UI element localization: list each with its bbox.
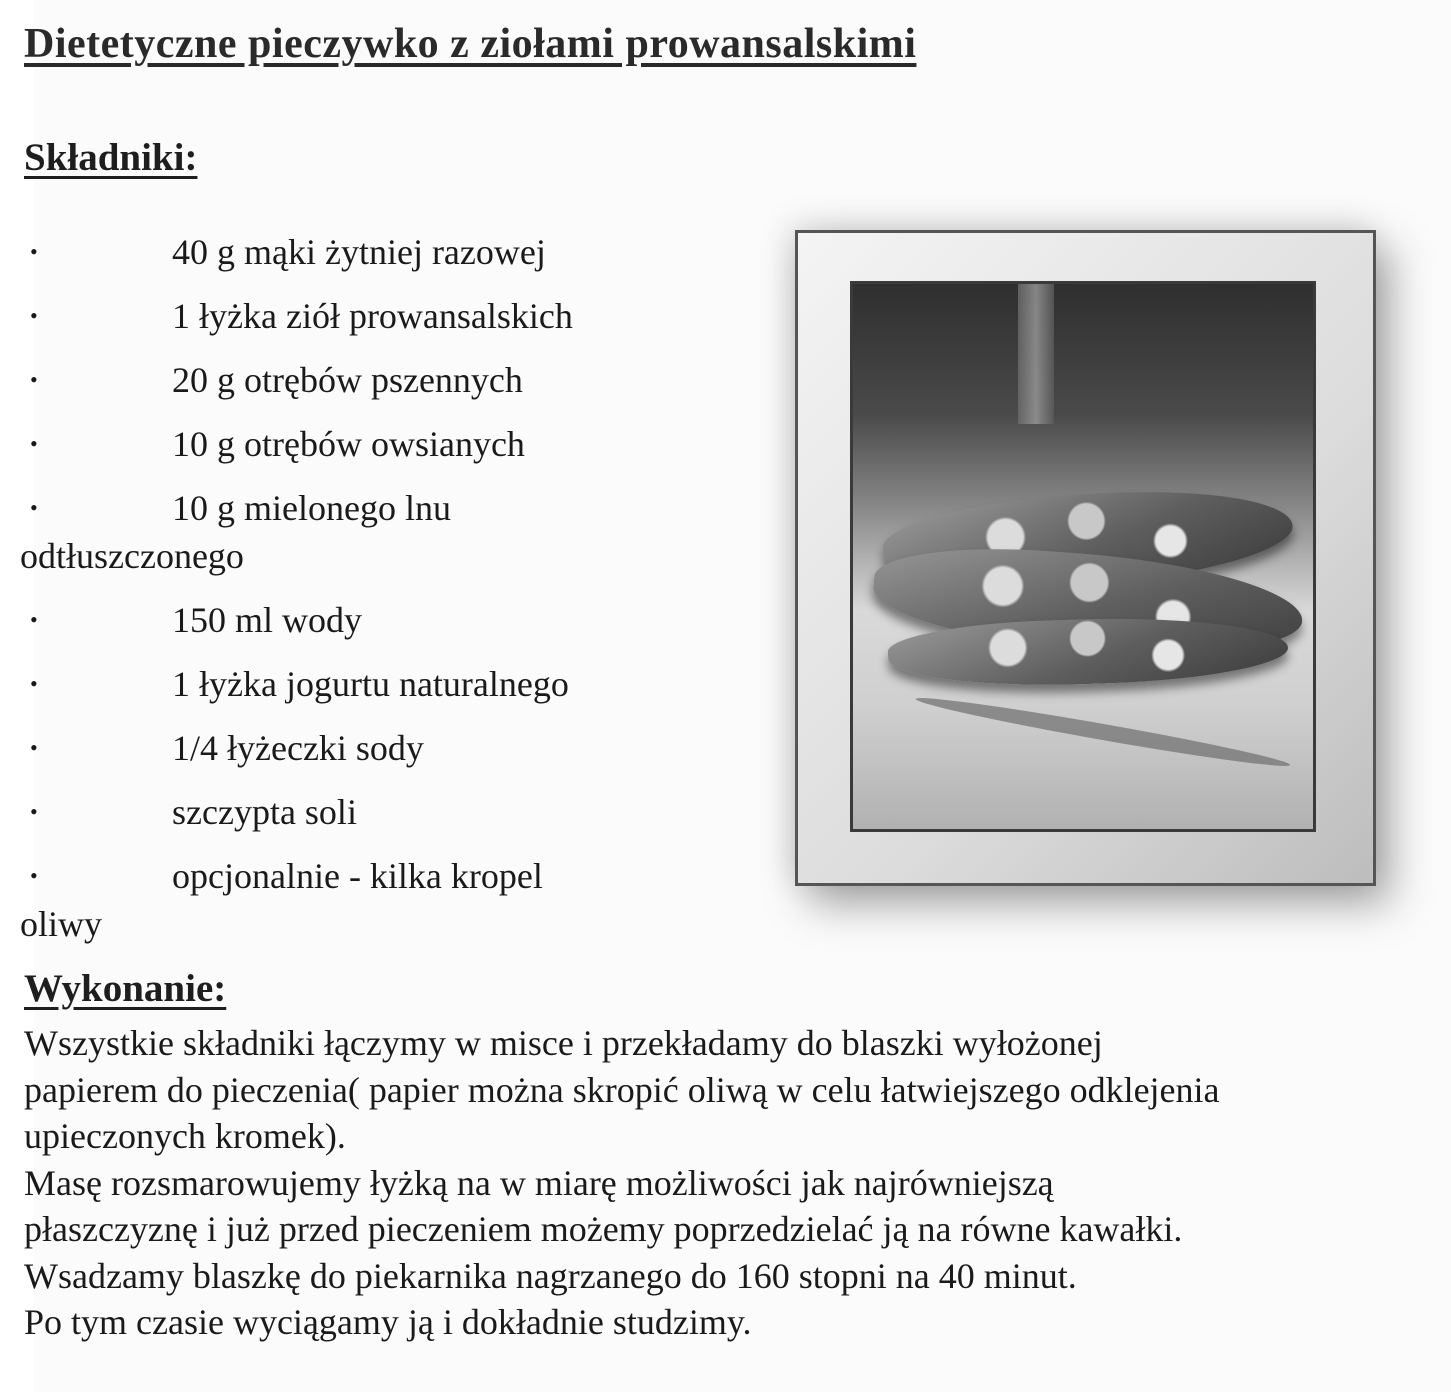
method-text [24,1020,1434,1346]
list-item [20,728,700,768]
list-item [20,296,700,336]
bullet-icon: • [30,863,38,888]
list-item [20,360,700,400]
ingredient-text: 1/4 łyżeczki sody [172,728,424,768]
ingredient-text: 1 łyżka jogurtu naturalnego [172,664,569,704]
bread-crisps-photo [850,281,1316,832]
ingredient-text: 20 g otrębów pszennych [172,360,523,400]
bullet-icon: • [30,799,38,824]
bullet-icon: • [30,239,38,264]
method-line: papierem do pieczenia( papier można skropić oliwą w celu łatwiejszego odklejenia [24,1069,1220,1110]
list-item [20,488,700,576]
bullet-icon: • [30,671,38,696]
ingredient-continuation: odtłuszczonego [20,536,244,576]
method-line: płaszczyznę i już przed pieczeniem możemy poprzedzielać ją na równe kawałki. [24,1209,1183,1249]
bullet-icon: • [30,607,38,632]
photo-frame [795,230,1376,886]
method-line: Wszystkie składniki łączymy w misce i przekładamy do blaszki wyłożonej [24,1023,1103,1063]
list-item [20,232,700,272]
bullet-icon: • [30,735,38,760]
list-item [20,600,700,640]
ingredients-heading: Składniki: [24,136,198,179]
list-item [20,792,700,832]
list-item [20,856,700,944]
ingredient-text: szczypta soli [172,792,357,832]
method-line: Po tym czasie wyciągamy ją i dokładnie studzimy. [24,1302,752,1342]
method-line: Masę rozsmarowujemy łyżką na w miarę możliwości jak najrówniejszą [24,1162,1054,1203]
ingredient-text: 1 łyżka ziół prowansalskich [172,296,573,336]
method-heading: Wykonanie: [24,967,227,1010]
ingredient-text: 10 g mielonego lnu [172,488,451,528]
ingredient-text: 40 g mąki żytniej razowej [172,232,546,272]
list-item [20,664,700,704]
ingredients-list [20,232,700,968]
bullet-icon: • [30,495,38,520]
method-line: upieczonych kromek). [24,1116,346,1156]
method-line: Wsadzamy blaszkę do piekarnika nagrzanego do 160 stopni na 40 minut. [24,1255,1077,1296]
bullet-icon: • [30,303,38,328]
recipe-title: Dietetyczne pieczywko z ziołami prowansalskimi [24,21,917,67]
ingredient-text: 10 g otrębów owsianych [172,424,525,464]
glass-shape [1018,284,1054,424]
bullet-icon: • [30,431,38,456]
ingredient-continuation: oliwy [20,904,103,944]
ingredient-text: 150 ml wody [172,600,363,640]
ingredient-text: opcjonalnie - kilka kropel [172,856,543,896]
list-item [20,424,700,464]
bullet-icon: • [30,367,38,392]
